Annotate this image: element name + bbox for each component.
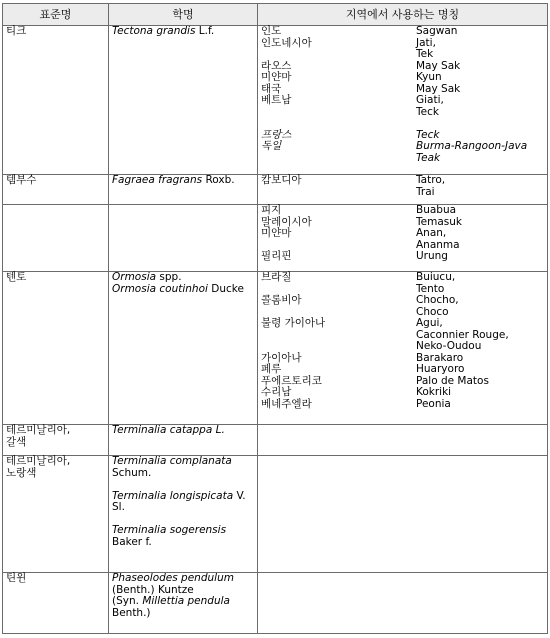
standard-name-cell	[3, 456, 109, 573]
scientific-name-part: spp.	[159, 271, 182, 283]
scientific-name-cell	[109, 573, 258, 634]
standard-name: 텐토	[6, 271, 27, 283]
scientific-name-cell	[109, 205, 258, 272]
scientific-name-part: Tectona grandis	[112, 25, 196, 37]
region-name: 수리남	[261, 386, 292, 398]
local-name: Teak	[416, 151, 441, 164]
local-name: Buabua	[416, 204, 457, 216]
local-name: Chocho,	[416, 294, 459, 306]
scientific-name-part: Terminalia complanata	[112, 455, 232, 467]
region-name: 독일	[261, 140, 282, 152]
standard-name: 테르미날리아, 갈색	[6, 424, 71, 448]
region-name: 베트남	[261, 94, 292, 106]
region-name: 말레이시아	[261, 215, 312, 228]
table-row	[3, 456, 548, 573]
local-name: May Sak	[416, 82, 461, 95]
standard-name-cell	[3, 175, 109, 205]
region-name	[261, 341, 416, 353]
local-name: Ananma	[416, 238, 460, 251]
standard-name: 템부수	[6, 174, 37, 186]
local-name: Choco	[416, 305, 449, 318]
local-name: Anan,	[416, 227, 447, 239]
local-name: Agui,	[416, 317, 443, 329]
standard-name-cell	[3, 205, 109, 272]
region-name: 가이아나	[261, 351, 302, 364]
local-name: Huaryoro	[416, 363, 465, 375]
scientific-name-part: V. Sl.	[112, 489, 246, 513]
header-local-names: 지역에서 사용하는 명칭	[258, 4, 548, 26]
local-name: Teck	[416, 105, 439, 118]
table-row	[3, 573, 548, 634]
scientific-name-cell	[109, 26, 258, 175]
local-name: Temasuk	[416, 215, 462, 228]
local-name: Trai	[416, 185, 435, 198]
standard-name-cell	[3, 26, 109, 175]
table-row	[3, 205, 548, 272]
local-name: Buiucu,	[416, 271, 456, 283]
local-name: Caconnier Rouge,	[416, 328, 509, 341]
region-name: 태국	[261, 82, 282, 95]
region-name: 프랑스	[261, 128, 292, 141]
scientific-name-part: Terminalia catappa L.	[112, 424, 225, 436]
local-name: Giati,	[416, 94, 444, 106]
local-name: Teck	[416, 128, 440, 141]
header-standard-name: 표준명	[3, 4, 109, 26]
scientific-name-part: Ducke	[207, 282, 244, 295]
scientific-name-part: Millettia pendula	[142, 595, 230, 607]
local-name: Tek	[416, 48, 434, 60]
standard-name: 틴윈	[6, 572, 27, 584]
scientific-name-cell	[109, 456, 258, 573]
local-names-cell	[258, 175, 548, 205]
scientific-name-part: L.f.	[195, 25, 215, 37]
scientific-name-cell	[109, 425, 258, 456]
scientific-name-part: Ormosia coutinhoi	[112, 282, 208, 295]
region-name: 필리핀	[261, 250, 292, 262]
region-name	[261, 187, 416, 199]
local-name: Urung	[416, 250, 448, 262]
scientific-name-part: Baker f.	[112, 535, 152, 548]
region-name	[261, 330, 416, 342]
standard-name: 테르미날리아, 노랑색	[6, 455, 71, 479]
local-name: Kyun	[416, 71, 442, 83]
region-name: 페루	[261, 363, 282, 375]
standard-name-cell	[3, 573, 109, 634]
region-name	[261, 153, 416, 165]
local-name: Barakaro	[416, 351, 464, 364]
local-name: Palo de Matos	[416, 374, 489, 387]
table-row	[3, 425, 548, 456]
standard-name-cell	[3, 425, 109, 456]
local-name: Burma-Rangoon-Java	[416, 140, 528, 152]
region-name: 미얀마	[261, 227, 292, 239]
local-names-cell	[258, 573, 548, 634]
scientific-name-part: Schum.	[112, 466, 152, 479]
region-name	[261, 107, 416, 119]
region-name: 불령 가이아나	[261, 317, 326, 329]
region-name: 인도	[261, 25, 282, 37]
table-row	[3, 272, 548, 425]
local-names-cell	[258, 456, 548, 573]
region-name: 라오스	[261, 59, 292, 72]
scientific-name-part: Phaseolodes pendulum	[112, 572, 234, 584]
region-name: 미얀마	[261, 71, 292, 83]
region-name: 브라질	[261, 271, 292, 283]
header-scientific-name: 학명	[109, 4, 258, 26]
region-name: 캄보디아	[261, 174, 302, 186]
table-row	[3, 175, 548, 205]
standard-name: 티크	[6, 25, 27, 37]
table-body	[3, 26, 548, 634]
region-name: 콜롬비아	[261, 294, 302, 306]
region-name: 피지	[261, 204, 282, 216]
region-name: 베네주엘라	[261, 397, 312, 410]
local-name: Peonia	[416, 397, 451, 410]
local-name: Sagwan	[416, 25, 458, 37]
table-row	[3, 26, 548, 175]
scientific-name-part: Fagraea fragrans	[112, 174, 203, 186]
scientific-name-part: Ormosia	[112, 271, 157, 283]
local-name: May Sak	[416, 59, 461, 72]
scientific-name-part: Roxb.	[202, 174, 235, 186]
header-row	[3, 4, 548, 26]
local-names-cell	[258, 205, 548, 272]
local-name: Tatro,	[416, 174, 446, 186]
local-name: Kokriki	[416, 386, 452, 398]
scientific-name-cell	[109, 175, 258, 205]
region-name: 푸에르토리코	[261, 374, 322, 387]
standard-name-cell	[3, 272, 109, 425]
scientific-name-cell	[109, 272, 258, 425]
region-name: 인도네시아	[261, 36, 312, 49]
scientific-name-part: (Benth.) Kuntze (Syn.	[112, 583, 194, 607]
tree-names-table	[2, 3, 548, 634]
local-names-cell	[258, 272, 548, 425]
scientific-name-part: Terminalia sogerensis	[112, 524, 227, 536]
local-name: Neko-Oudou	[416, 340, 482, 352]
local-name	[416, 118, 544, 130]
region-name	[261, 49, 416, 61]
scientific-name-part: Terminalia longispicata	[112, 489, 234, 502]
local-names-cell	[258, 26, 548, 175]
scientific-name-part: Benth.)	[112, 606, 151, 619]
local-name: Jati,	[416, 36, 436, 49]
local-name: Tento	[416, 282, 445, 295]
region-name	[261, 118, 416, 130]
local-names-cell	[258, 425, 548, 456]
